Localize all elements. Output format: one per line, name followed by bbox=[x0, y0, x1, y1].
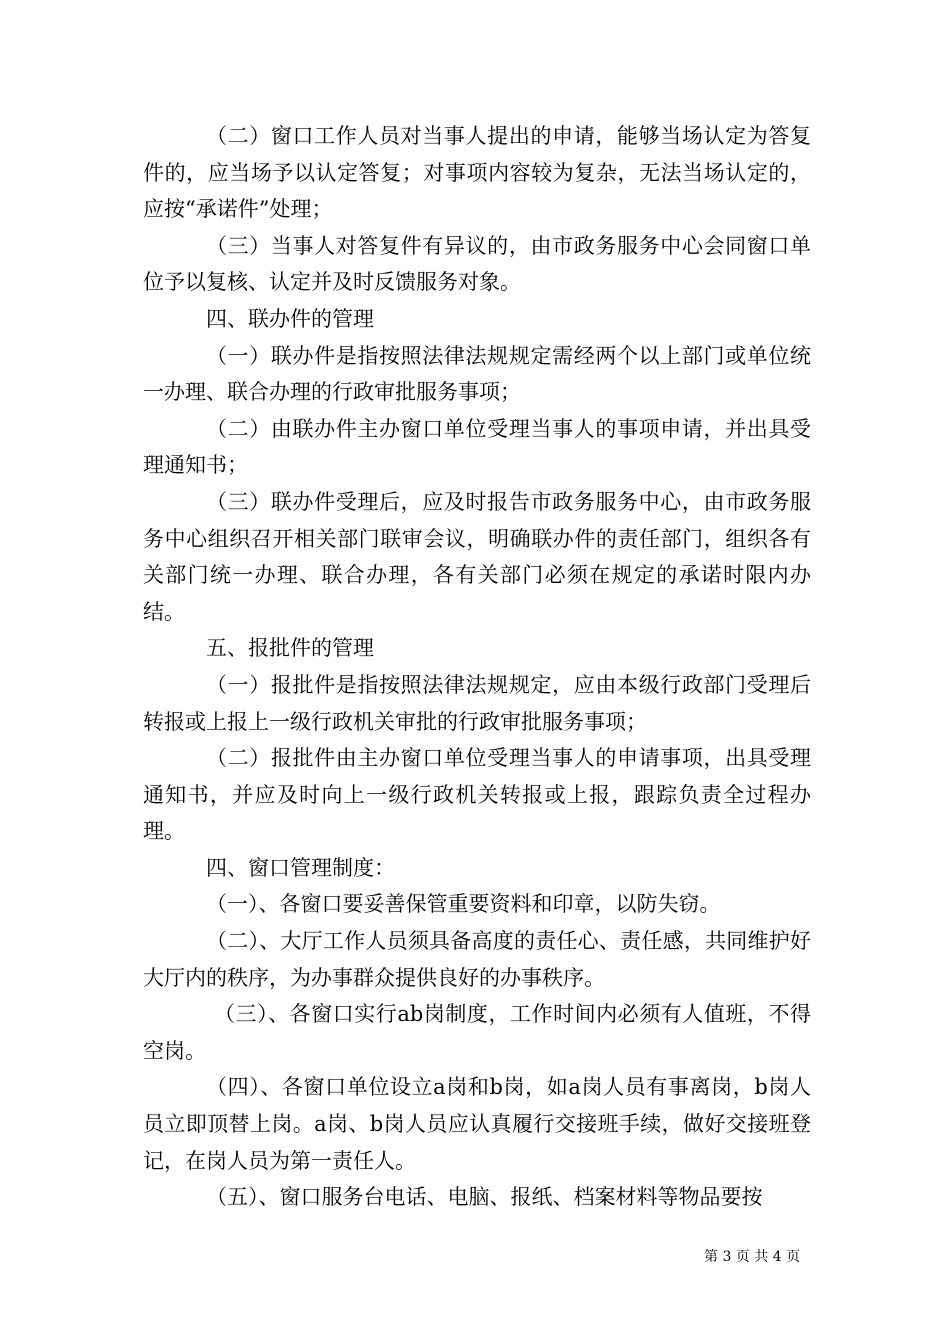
paragraph: （三）联办件受理后，应及时报告市政务服务中心，由市政务服务中心组织召开相关部门联审会议，明确联办件的责任部门，组织各有关部门统一办理、联合办理，各有关部门必须在规定的承诺时限内办结。 bbox=[143, 489, 811, 624]
paragraph: （一）报批件是指按照法律法规规定，应由本级行政部门受理后转报或上报上一级行政机关审批的行政审批服务事项； bbox=[143, 672, 811, 734]
paragraph: （三）、各窗口实行ab岗制度，工作时间内必须有人值班，不得空岗。 bbox=[143, 1002, 811, 1063]
paragraph: （二）报批件由主办窗口单位受理当事人的申请事项，出具受理通知书，并应及时向上一级行政机关转报或上报，跟踪负责全过程办理。 bbox=[143, 746, 811, 844]
paragraph: （四）、各窗口单位设立a岗和b岗，如a岗人员有事离岗，b岗人员立即顶替上岗。a岗、b岗人员应认真履行交接班手续，做好交接班登记，在岗人员为第一责任人。 bbox=[143, 1075, 811, 1173]
page-number-footer: 第 3 页 共 4 页 bbox=[704, 1249, 801, 1265]
section-heading: 四、窗口管理制度： bbox=[206, 855, 395, 880]
paragraph: （二）窗口工作人员对当事人提出的申请，能够当场认定为答复件的，应当场予以认定答复；对事项内容较为复杂，无法当场认定的，应按“承诺件”处理； bbox=[143, 124, 811, 222]
paragraph: （五）、窗口服务台电话、电脑、报纸、档案材料等物品要按 bbox=[206, 1185, 763, 1210]
paragraph: （二）由联办件主办窗口单位受理当事人的事项申请，并出具受理通知书； bbox=[143, 416, 811, 478]
paragraph: （一）联办件是指按照法律法规规定需经两个以上部门或单位统一办理、联合办理的行政审批服务事项； bbox=[143, 343, 811, 405]
section-heading: 四、联办件的管理 bbox=[206, 306, 374, 331]
paragraph: （二）、大厅工作人员须具备高度的责任心、责任感，共同维护好大厅内的秩序，为办事群众提供良好的办事秩序。 bbox=[143, 929, 811, 990]
paragraph: （一）、各窗口要妥善保管重要资料和印章，以防失窃。 bbox=[206, 892, 721, 917]
document-body bbox=[143, 118, 811, 1216]
section-heading: 五、报批件的管理 bbox=[206, 636, 374, 661]
paragraph: （三）当事人对答复件有异议的，由市政务服务中心会同窗口单位予以复核、认定并及时反馈服务对象。 bbox=[143, 233, 811, 295]
